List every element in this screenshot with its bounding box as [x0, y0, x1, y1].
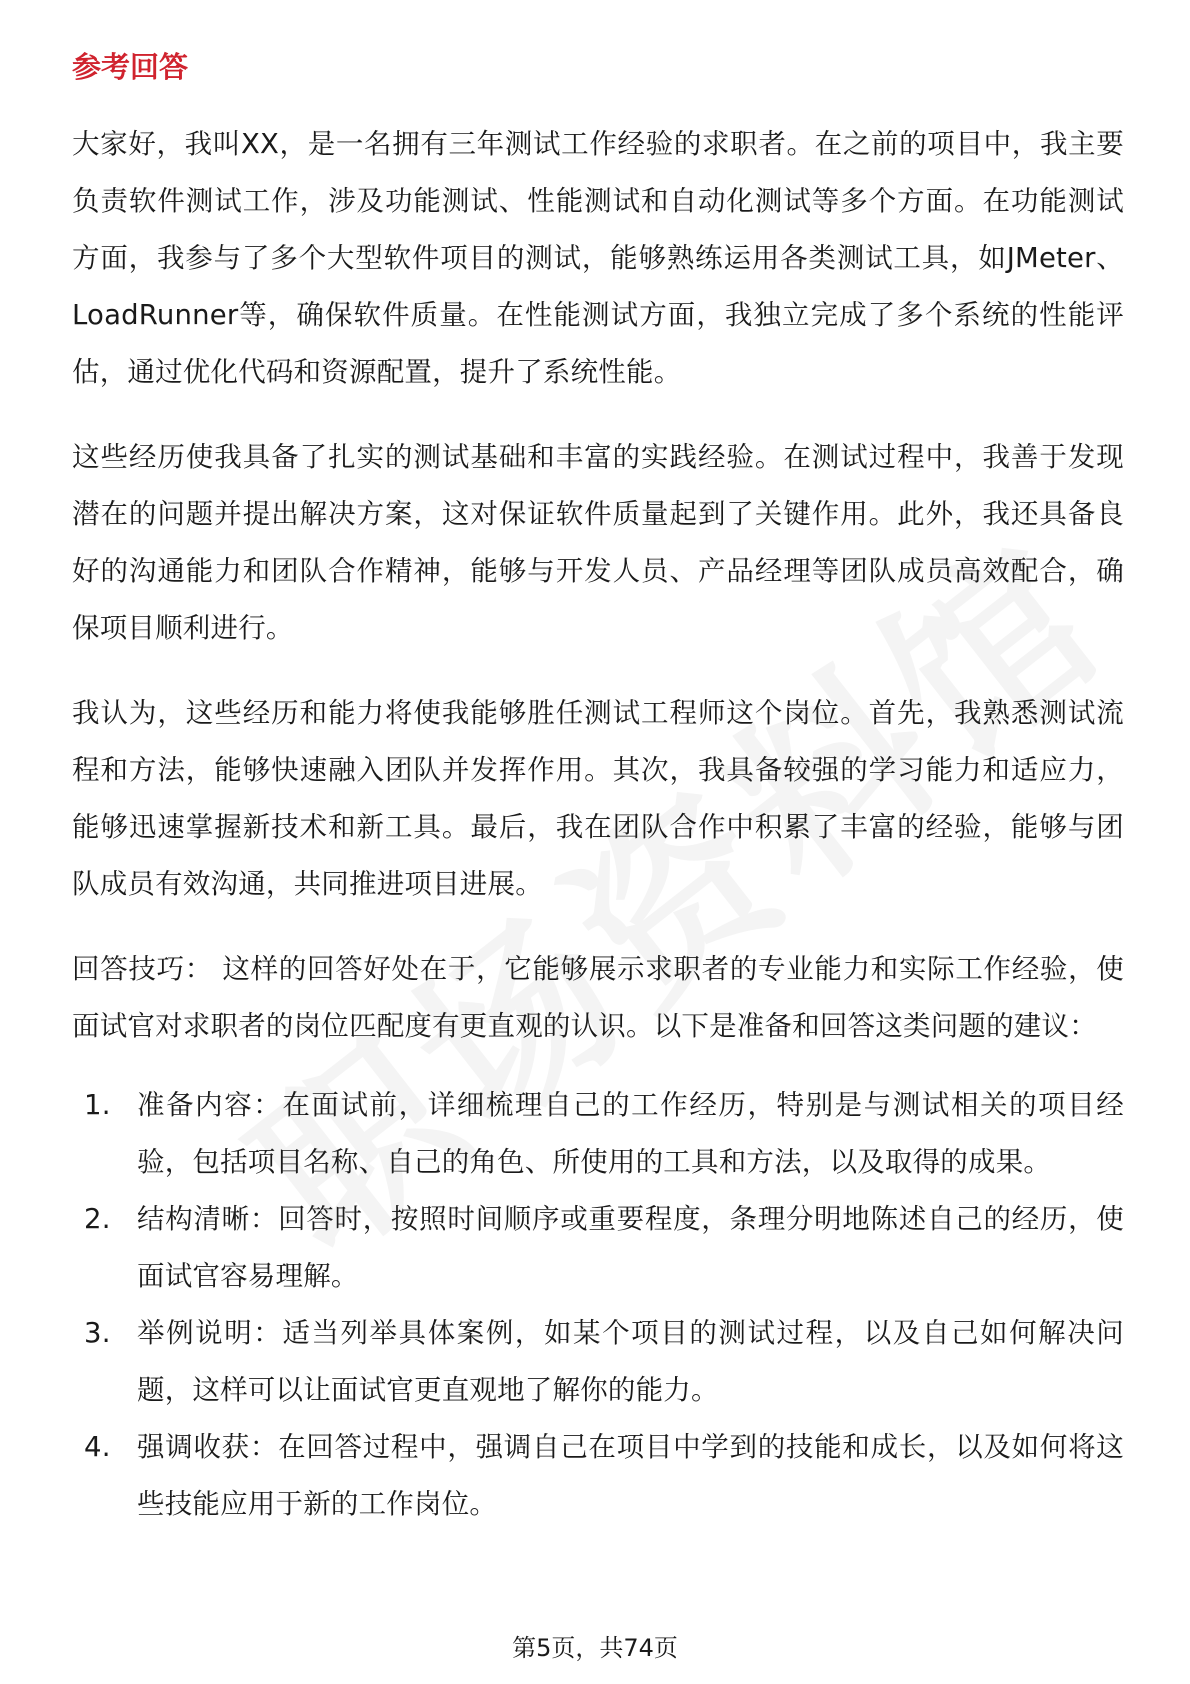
document-page	[72, 44, 1124, 1533]
list-item	[84, 1305, 1124, 1419]
list-item-text: 强调收获：在回答过程中，强调自己在项目中学到的技能和成长，以及如何将这些技能应用于新的工作岗位。	[137, 1431, 1124, 1521]
paragraph-intro: 大家好，我叫XX，是一名拥有三年测试工作经验的求职者。在之前的项目中，我主要负责软件测试工作，涉及功能测试、性能测试和自动化测试等多个方面。在功能测试方面，我参与了多个大型软件项目的测试，能够熟练运用各类测试工具，如JMeter、LoadRunner等，确保软件质量。在性能测试方面，我独立完成了多个系统的性能评估，通过优化代码和资源配置，提升了系统性能。	[72, 128, 1124, 389]
section-heading: 参考回答	[72, 50, 189, 84]
list-item-text: 举例说明：适当列举具体案例，如某个项目的测试过程，以及自己如何解决问题，这样可以让面试官更直观地了解你的能力。	[137, 1317, 1124, 1407]
list-item-text: 准备内容：在面试前，详细梳理自己的工作经历，特别是与测试相关的项目经验，包括项目名称、自己的角色、所使用的工具和方法，以及取得的成果。	[137, 1089, 1124, 1179]
list-item-text: 结构清晰：回答时，按照时间顺序或重要程度，条理分明地陈述自己的经历，使面试官容易理解。	[137, 1203, 1124, 1293]
list-item	[84, 1077, 1124, 1191]
page-number-footer: 第5页，共74页	[512, 1634, 678, 1662]
list-item-number: 4.	[84, 1431, 111, 1464]
paragraph-suitability: 我认为，这些经历和能力将使我能够胜任测试工程师这个岗位。首先，我熟悉测试流程和方法，能够快速融入团队并发挥作用。其次，我具备较强的学习能力和适应力，能够迅速掌握新技术和新工具。最后，我在团队合作中积累了丰富的经验，能够与团队成员有效沟通，共同推进项目进展。	[72, 697, 1124, 901]
paragraph-experience: 这些经历使我具备了扎实的测试基础和丰富的实践经验。在测试过程中，我善于发现潜在的问题并提出解决方案，这对保证软件质量起到了关键作用。此外，我还具备良好的沟通能力和团队合作精神，能够与开发人员、产品经理等团队成员高效配合，确保项目顺利进行。	[72, 441, 1124, 645]
paragraph-tips-intro: 回答技巧： 这样的回答好处在于，它能够展示求职者的专业能力和实际工作经验，使面试官对求职者的岗位匹配度有更直观的认识。以下是准备和回答这类问题的建议：	[72, 953, 1124, 1043]
tips-list	[72, 1077, 1124, 1533]
list-item	[84, 1419, 1124, 1533]
list-item	[84, 1191, 1124, 1305]
list-item-number: 1.	[84, 1089, 111, 1122]
list-item-number: 3.	[84, 1317, 111, 1350]
list-item-number: 2.	[84, 1203, 111, 1236]
